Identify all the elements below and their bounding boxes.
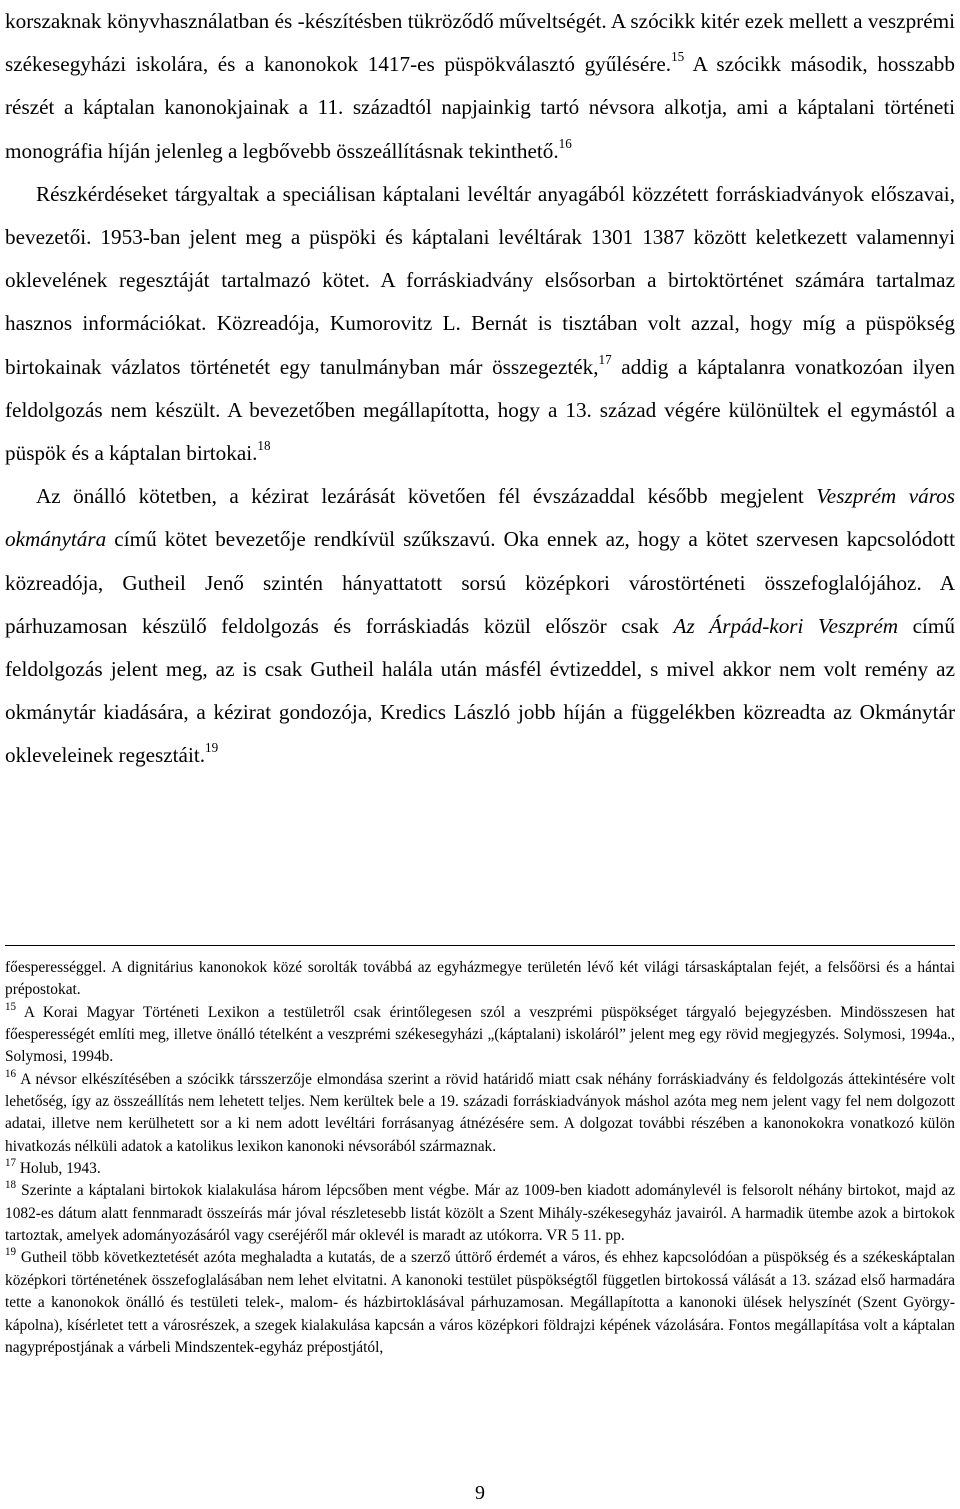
footnote-text: főesperességgel. A dignitárius kanonokok közé sorolták továbbá az egyházmegye területén lévő két világi társaskáptalan fejét, a felsőörsi és a hántai prépostokat. — [5, 959, 955, 999]
footnote-number: 16 — [5, 1067, 17, 1080]
italic-title: Az Árpád-kori Veszprém — [673, 613, 899, 638]
footnote-text: A névsor elkészítésében a szócikk társszerzője elmondása szerint a rövid határidő miatt csak néhány forráskiadvány és feldolgozás áttekintésére volt lehetőség, így az összeállítás nem lehetett teljes. Nem kerültek bele a 19. századi forráskiadványok máshol azóta meg nem jelent vagy fel nem dolgozott adatai, illetve nem kerülhetett sor a ki nem adott levéltári forrásanyag átnézésére sem. A dolgozat további részében a kanonokokra vonatkozó külön hivatkozás nélküli adatok a katolikus lexikon kanonoki névsorából származnak. — [5, 1070, 955, 1155]
paragraph-text: addig a káptalanra vonatkozóan ilyen feldolgozás nem készült. A bevezetőben megállapította, hogy a 13. század végére különültek el egymástól a püspök és a káptalan birtokai. — [5, 354, 955, 466]
main-text — [5, 0, 955, 778]
page-number: 9 — [475, 1482, 485, 1504]
footnote-text: A Korai Magyar Történeti Lexikon a testületről csak érintőlegesen szól a veszprémi püspökséget tárgyaló bejegyzésben. Mindösszesen hat főesperességét említi meg, illetve önálló tételként a veszprémi székesegyházi „(káptalani) iskoláról” jelent meg egy rövid megjegyzés. Solymosi, 1994a., Solymosi, 1994b. — [5, 1003, 955, 1066]
paragraph-text: című feldolgozás jelent meg, az is csak Gutheil halála után másfél évtizeddel, s mivel akkor nem volt remény az okmánytár kiadására, a kézirat gondozója, Kredics László jobb híján a függelékben közreadta az Okmánytár okleveleinek regesztáit. — [5, 613, 955, 768]
footnote — [5, 1069, 955, 1158]
footnote-number: 18 — [5, 1179, 17, 1192]
footnote-reference: 19 — [205, 740, 219, 756]
footnote-text: Szerinte a káptalani birtokok kialakulása három lépcsőben ment végbe. Már az 1009-ben kiadott adománylevél is felsorolt néhány birtokot, majd az 1082-es dátum alatt fennmaradt összeírás már jóval részletesebb listát közölt a Szent Mihály-székesegyház javairól. A harmadik ütembe azok a birtokok tartoztak, amelyek adományozásáról vagy cseréjéről már oklevél is maradt az utókorra. VR 5 11. pp. — [5, 1182, 955, 1245]
paragraph-text: című kötet bevezetője rendkívül szűkszavú. Oka ennek az, hogy a kötet szervesen kapcsolódott közreadója, Gutheil Jenő szintén hányattatott sorsú középkori várostörténeti összefoglalójához. A párhuzamosan készülő feldolgozás és forráskiadás közül először csak — [5, 527, 955, 638]
footnote-text: Gutheil több következtetését azóta meghaladta a kutatás, de a szerző úttörő érdemét a város, és ehhez kapcsolódóan a püspökség és a székeskáptalan középkori történetének összefoglalásában nem lehet elvitatni. A kanonoki testület püspökségtől független birtokossá válását a 13. század első harmadára tette a kanonokok önálló és testületi telek-, malom- és házbirtoklásával párhuzamosan. Megállapította a kanonoki ülések helyszínét (Szent György-kápolna), kísérletet tett a városrészek, a szegek kialakulása kapcsán a város középkori földrajzi képének vázolására. Fontos megállapítása volt a káptalan nagyprépostjának a várbeli Mindszentek-egyház prépostjától, — [5, 1249, 955, 1356]
footnote — [5, 1247, 955, 1359]
footnote-reference: 18 — [257, 438, 271, 454]
footnote-number: 19 — [5, 1246, 17, 1259]
footnote-reference: 16 — [558, 135, 572, 151]
paragraph — [5, 0, 955, 173]
paragraph — [5, 475, 955, 777]
footnote-separator — [5, 945, 955, 946]
footnote — [5, 1002, 955, 1069]
footnotes — [5, 957, 955, 1359]
footnote-text: Holub, 1943. — [16, 1160, 101, 1178]
footnote-number: 17 — [5, 1156, 17, 1169]
footnote-reference: 15 — [671, 49, 685, 65]
paragraph-text: A szócikk második, hosszabb részét a káptalan kanonokjainak a 11. századtól napjainkig tartó névsora alkotja, ami a káptalani történeti monográfia híján jelenleg a legbővebb összeállításnak tekinthető. — [5, 52, 955, 163]
footnote — [5, 957, 955, 1002]
paragraph-text: Az önálló kötetben, a kézirat lezárását követően fél évszázaddal később megjelent — [36, 484, 817, 509]
italic-title: Veszprém város okmánytára — [5, 484, 956, 552]
paragraph-text: Részkérdéseket tárgyaltak a speciálisan káptalani levéltár anyagából közzétett forráskiadványok előszavai, bevezetői. 1953-ban jelent meg a püspöki és káptalani levéltárak 1301 1387 között keletkezett valamennyi oklevelének regesztáját tartalmazó kötet. A forráskiadvány elsősorban a birtoktörténet számára tartalmaz hasznos információkat. Közreadója, Kumorovitz L. Bernát is tisztában volt azzal, hogy míg a püspökség birtokainak vázlatos történetét egy tanulmányban már összegezték, — [5, 181, 955, 379]
paragraph — [5, 173, 955, 475]
footnote — [5, 1158, 955, 1180]
footnote-number: 15 — [5, 1000, 17, 1013]
footnote-reference: 17 — [598, 351, 612, 367]
footnote — [5, 1180, 955, 1247]
paragraph-text: korszaknak könyvhasználatban és -készítésben tükröződő műveltségét. A szócikk kitér ezek mellett a veszprémi székesegyházi iskolára, és a kanonokok 1417-es püspökválasztó gyűlésére. — [5, 9, 955, 77]
